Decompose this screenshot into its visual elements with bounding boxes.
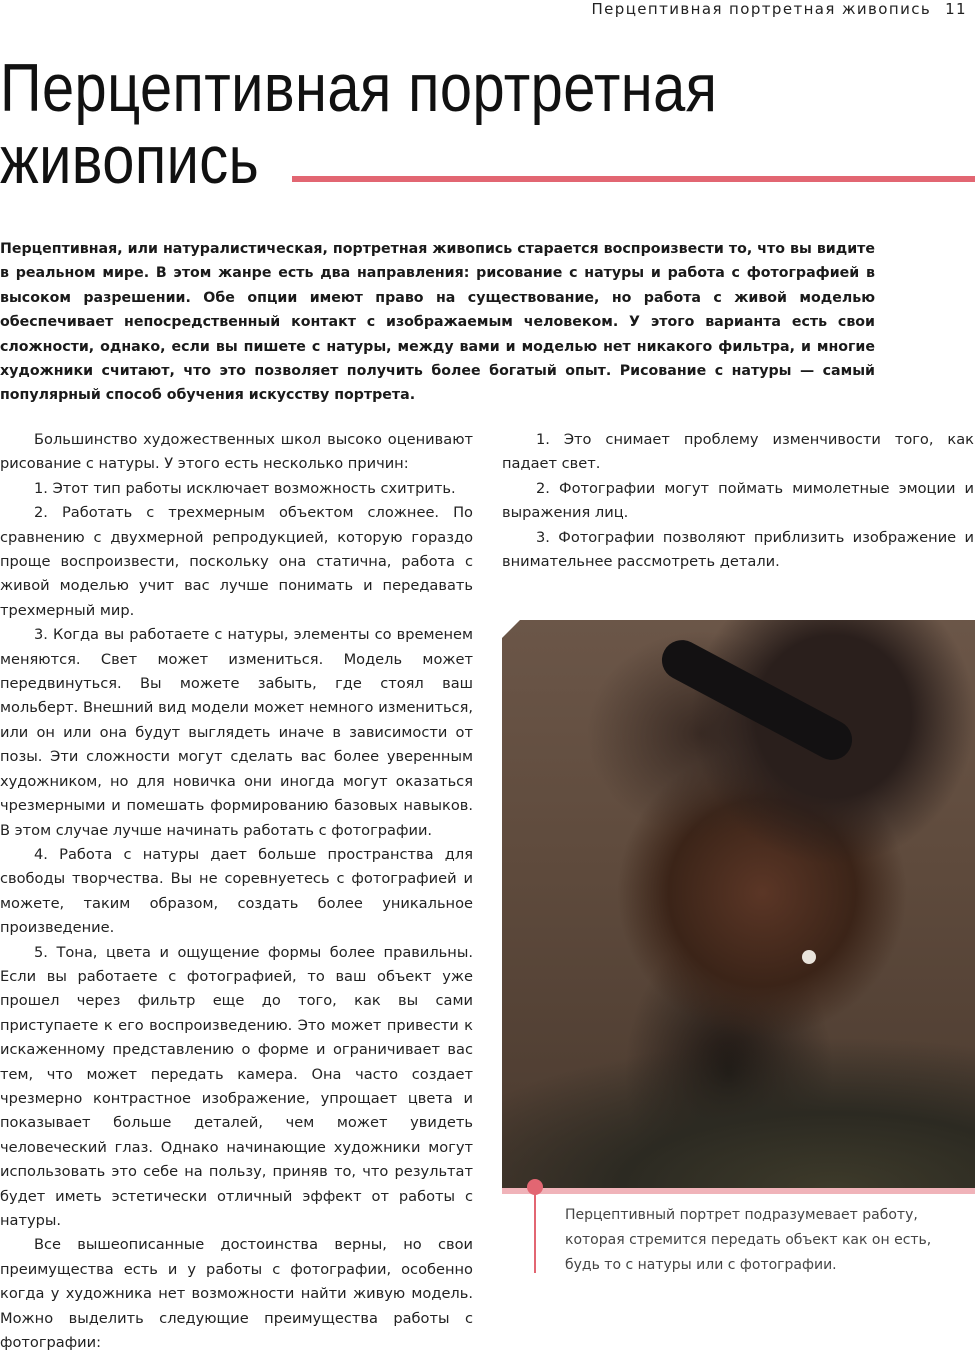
right-column bbox=[502, 428, 974, 574]
body-paragraph: 5. Тона, цвета и ощущение формы более правильны. Если вы работаете с фотографией, то ваш объект уже прошел через фильтр еще до того, как вы сами приступаете к его воспроизведению. Это может привести к искаженному представлению о форме и ограничивает вас тем, что может передать камера. Она часто создает чрезмерно контрастное изображение, упрощает цвета и показывает больше деталей, чем может увидеть человеческий глаз. Однако начинающие художники могут использовать это себе на пользу, приняв то, что результат будет иметь эстетически отличный эффект от работы с натуры. bbox=[0, 943, 473, 1229]
body-paragraph: Все вышеописанные достоинства верны, но свои преимущества есть и у работы с фотографии, особенно когда у художника нет возможности найти живую модель. Можно выделить следующие преимущества работы с фотографии: bbox=[0, 1236, 473, 1352]
body-paragraph: 2. Работать с трехмерным объектом сложнее. По сравнению с двухмерной репродукцией, которую гораздо проще воспроизвести, поскольку она статична, работа с живой моделью учит вас лучше понимать и передавать трехмерный мир. bbox=[0, 504, 473, 619]
body-paragraph: 3. Когда вы работаете с натуры, элементы со временем меняются. Свет может измениться. Модель может передвинуться. Вы можете забыть, где стоял ваш мольберт. Внешний вид модели может немного измениться, или он или она будут выглядеть иначе в зависимости от позы. Эти сложности могут сделать вас более уверенным художником, но для новичка они иногда могут оказаться чрезмерными и помешать формированию базовых навыков. В этом случае лучше начинать работать с фотографии. bbox=[0, 626, 473, 839]
body-paragraph: 2. Фотографии могут поймать мимолетные эмоции и выражения лиц. bbox=[502, 479, 974, 522]
running-head bbox=[591, 0, 967, 20]
running-title: Перцептивная портретная живопись bbox=[591, 0, 932, 18]
body-paragraph: 4. Работа с натуры дает больше пространства для свободы творчества. Вы не соревнуетесь с фотографией и можете, таким образом, создать более уникальное произведение. bbox=[0, 845, 473, 937]
caption-dot bbox=[527, 1179, 543, 1195]
chapter-title-line-1: Перцептивная портретная bbox=[0, 50, 718, 126]
photo-shoulder bbox=[502, 1038, 975, 1188]
body-paragraph: 3. Фотографии позволяют приблизить изображение и внимательнее рассмотреть детали. bbox=[502, 528, 974, 571]
caption-bar bbox=[502, 1188, 975, 1194]
photo-headband bbox=[655, 633, 859, 767]
chapter-title-line-2: живопись bbox=[0, 122, 260, 198]
body-paragraph: 1. Этот тип работы исключает возможность схитрить. bbox=[34, 479, 456, 497]
page-number: 11 bbox=[945, 0, 967, 18]
lead-paragraph: Перцептивная, или натуралистическая, портретная живопись старается воспроизвести то, что вы видите в реальном мире. В этом жанре есть два направления: рисование с натуры и работа с фотографией в высоком разрешении. Обе опции имеют право на существование, но работа с живой моделью обеспечивает непосредственный контакт с изображаемым человеком. У этого варианта есть свои сложности, однако, если вы пишете с натуры, между вами и моделью нет никакого фильтра, и многие художники считают, что это позволяет получить более богатый опыт. Рисование с натуры — самый популярный способ обучения искусству портрета. bbox=[0, 241, 875, 404]
body-paragraph: 1. Это снимает проблему изменчивости того, как падает свет. bbox=[502, 431, 974, 473]
chapter-title bbox=[0, 52, 829, 196]
figure-caption: Перцептивный портрет подразумевает работу, которая стремится передать объект как он есть, будь то с натуры или с фотографии. bbox=[565, 1207, 932, 1273]
title-rule bbox=[292, 176, 975, 182]
body-paragraph: Большинство художественных школ высоко оценивают рисование с натуры. У этого есть несколько причин: bbox=[0, 431, 473, 473]
left-column bbox=[0, 428, 473, 1355]
portrait-photo bbox=[502, 620, 975, 1188]
photo-earring bbox=[802, 950, 816, 964]
